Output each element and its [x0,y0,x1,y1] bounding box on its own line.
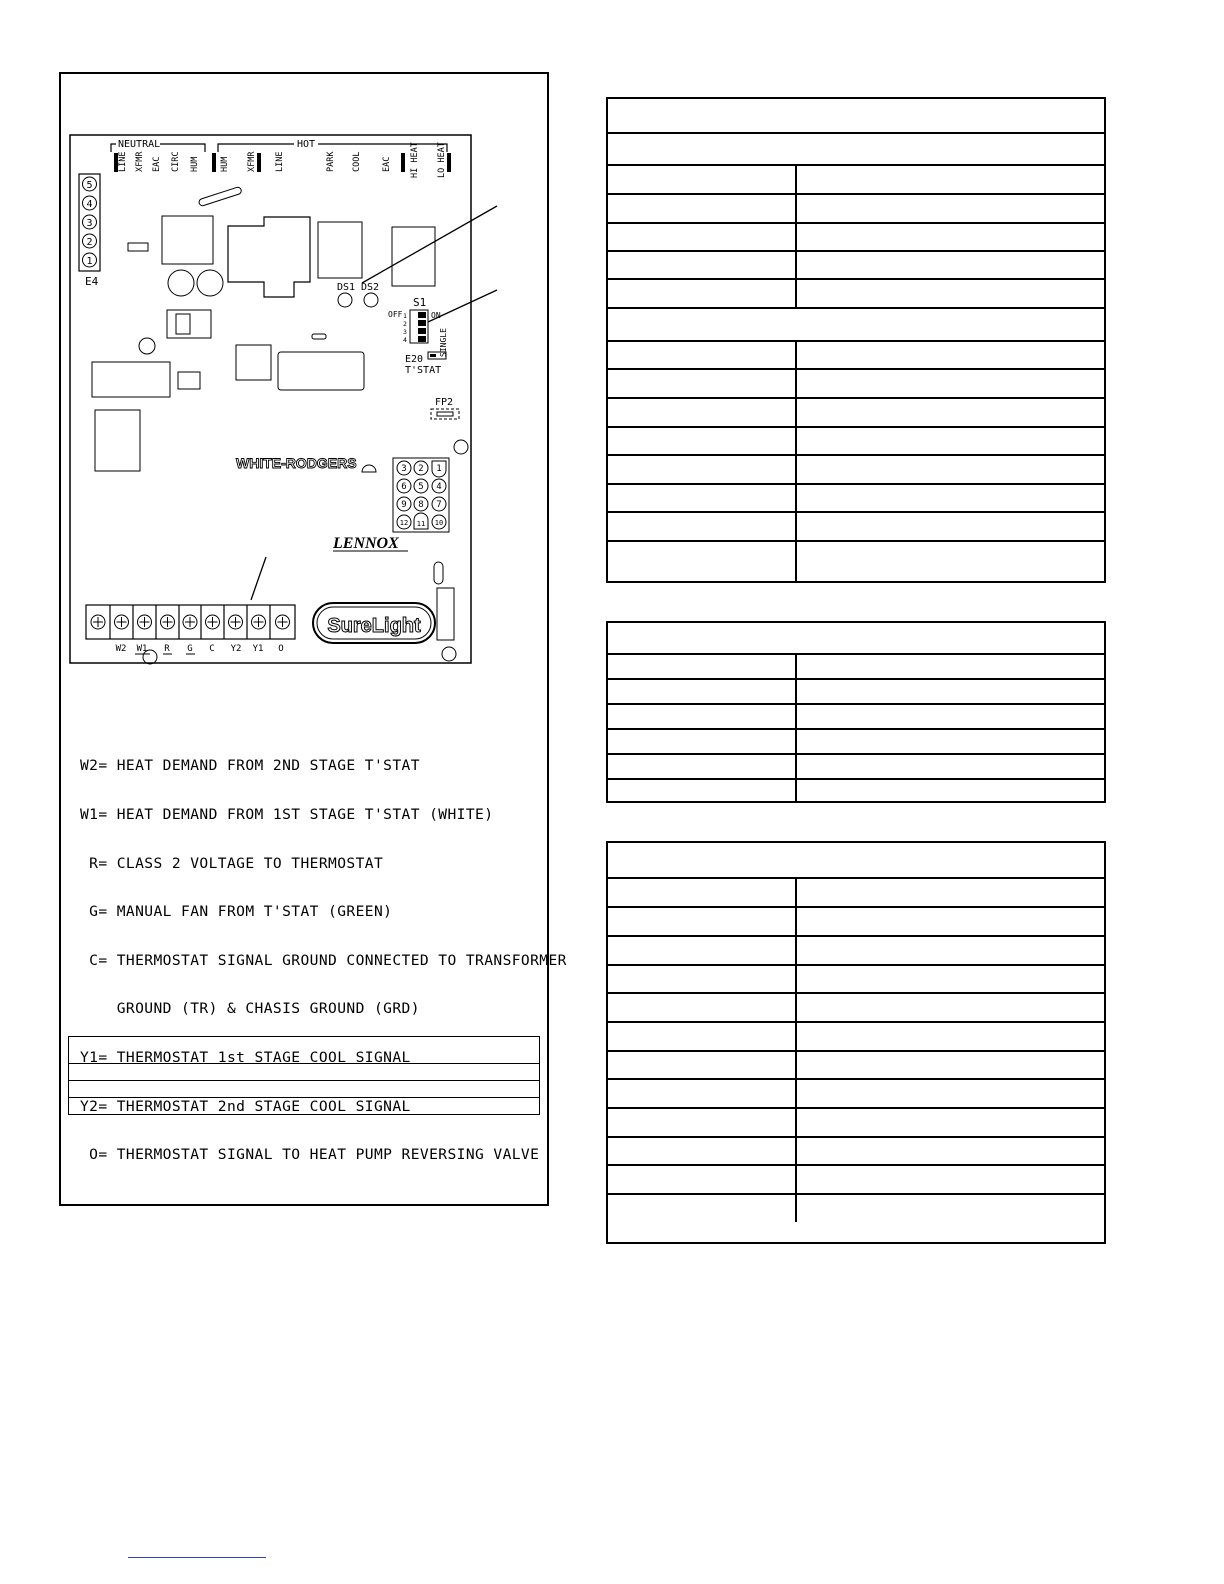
svg-text:4: 4 [436,482,442,492]
table-title-row [608,623,1104,653]
legend-line: Y1= THERMOSTAT 1st STAGE COOL SIGNAL [80,1048,411,1066]
callout-line-terminals [251,557,266,600]
table-row [608,397,1104,426]
svg-text:W1: W1 [136,644,148,654]
callout-line-leds [362,206,497,283]
table-row [69,1097,539,1114]
white-rodgers-label: WHITE-RODGERS [236,455,357,471]
top-terminal-label: HI HEAT [410,142,420,178]
top-terminal-label: PARK [326,151,336,172]
dip-switch-positions [403,312,426,344]
s1-label: S1 [413,296,427,309]
e4-label: E4 [85,275,99,288]
top-terminal-label: EAC [382,156,392,172]
table-row [608,728,1104,753]
top-terminal-label: XFMR [135,151,145,172]
svg-text:7: 7 [436,500,442,510]
table-row [608,1193,1104,1222]
connector-pins [397,461,446,529]
legend-line: GROUND (TR) & CHASIS GROUND (GRD) [80,1000,420,1018]
table-row [608,906,1104,935]
e4-pins [83,177,97,267]
table-row [608,778,1104,803]
top-terminal-label: XFMR [247,151,257,172]
svg-text:Y1: Y1 [252,644,264,654]
svg-text:2: 2 [403,320,407,328]
table-row [608,278,1104,307]
legend-line: W2= HEAT DEMAND FROM 2ND STAGE T'STAT [80,757,420,775]
table-row [608,678,1104,703]
legend-line: G= MANUAL FAN FROM T'STAT (GREEN) [80,903,393,921]
table-row [608,426,1104,454]
neutral-label: NEUTRAL [118,139,161,150]
svg-text:6: 6 [401,482,407,492]
table-row [69,1063,539,1080]
ds1-led [338,293,352,307]
ds1-label: DS1 [337,282,356,293]
ds2-led [364,293,378,307]
top-terminal-label: HUM [190,156,200,172]
table-row [608,703,1104,728]
control-board-terminals-table [606,97,1106,583]
table-row [608,964,1104,992]
terminal-screws [91,615,290,629]
legend-line: R= CLASS 2 VOLTAGE TO THERMOSTAT [80,854,384,872]
table-row [608,540,1104,582]
fp2-fuse [431,409,459,419]
legend-line: O= THERMOSTAT SIGNAL TO HEAT PUMP REVERSING VALVE [80,1146,540,1164]
table-row [608,1050,1104,1078]
table-row [608,454,1104,483]
table-row [608,992,1104,1021]
table-row [608,511,1104,540]
table-section-row [608,132,1104,164]
table-section-row [608,307,1104,340]
svg-text:Y2: Y2 [230,644,242,654]
table-row [608,164,1104,193]
svg-text:1: 1 [436,464,442,474]
single-label: SINGLE [439,328,448,357]
on-label: ON [431,311,441,320]
table-row [608,1021,1104,1050]
legend-line: W1= HEAT DEMAND FROM 1ST STAGE T'STAT (WHITE) [80,806,494,823]
table-row [608,1136,1104,1164]
legend-line: Y2= THERMOSTAT 2nd STAGE COOL SIGNAL [80,1097,411,1115]
svg-text:4: 4 [86,199,93,210]
e20-label: E20 [405,354,424,365]
svg-text:11: 11 [416,520,426,528]
top-terminal-label: LINE [275,151,285,172]
svg-text:3: 3 [403,328,407,336]
table-row [608,877,1104,906]
top-terminal-label: EAC [152,156,162,172]
dip-switch-table [606,621,1106,803]
top-terminal-label: HUM [220,156,230,172]
fuse-table [68,1036,540,1115]
table-row [608,1107,1104,1136]
top-terminal-label: LO HEAT [437,142,447,178]
table-row [608,222,1104,250]
top-terminal-label: LINE [118,151,128,172]
table-row [608,1078,1104,1107]
diagnostic-codes-table [606,841,1106,1244]
svg-text:10: 10 [434,519,444,527]
table-row [608,1164,1104,1193]
legend-line: C= THERMOSTAT SIGNAL GROUND CONNECTED TO TRANSFORMER [80,951,567,969]
table-row [608,250,1104,278]
top-terminals [118,142,447,178]
svg-text:2: 2 [418,464,424,474]
relay-block [228,217,310,297]
footer-link[interactable] [128,1557,266,1558]
surelight-logo: SureLight [327,615,421,637]
top-terminal-label: CIRC [171,151,181,172]
top-terminal-label: COOL [352,151,362,172]
svg-text:5: 5 [418,482,424,492]
table-row [608,653,1104,678]
table-title-row [608,99,1104,132]
svg-text:5: 5 [86,180,93,191]
ds2-label: DS2 [361,282,380,293]
board-outline [70,135,471,663]
svg-text:3: 3 [86,218,93,229]
table-row [608,935,1104,964]
svg-text:4: 4 [403,336,407,344]
hot-label: HOT [297,139,316,150]
svg-text:G: G [187,644,193,654]
svg-text:1: 1 [86,256,93,267]
lennox-logo: LENNOX [333,535,399,552]
table-row [608,483,1104,511]
table-row [608,193,1104,222]
svg-text:1: 1 [403,312,407,320]
svg-text:8: 8 [418,500,424,510]
tstat-label: T'STAT [405,365,442,376]
svg-text:C: C [209,644,215,654]
svg-text:R: R [164,644,170,654]
svg-text:3: 3 [401,464,407,474]
table-title-row [608,843,1104,877]
table-row [69,1037,539,1063]
table-row [608,340,1104,368]
table-row [608,753,1104,778]
bottom-terminal-labels [116,644,284,654]
off-label: OFF [388,310,403,319]
table-row [69,1080,539,1097]
svg-text:12: 12 [399,519,409,527]
svg-text:W2: W2 [115,644,127,654]
table-row [608,368,1104,397]
svg-text:9: 9 [401,500,407,510]
svg-text:O: O [278,644,284,654]
fp2-label: FP2 [435,397,454,408]
svg-text:2: 2 [86,237,93,248]
